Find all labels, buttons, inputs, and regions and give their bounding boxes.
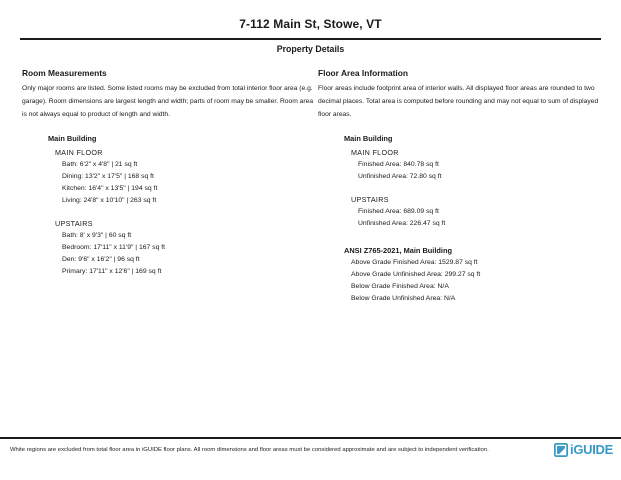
ansi-heading: ANSI Z765-2021, Main Building (344, 246, 453, 255)
area-line: Unfinished Area: 226.47 sq ft (358, 220, 446, 227)
room-line: Primary: 17'11" x 12'6" | 169 sq ft (62, 268, 162, 275)
floor-area-information-description: Floor areas include footprint area of interior walls. All displayed floor areas are rounded to two decimal places. Total area is computed before rounding and may not equal to sum of displayed floor areas. (318, 85, 599, 118)
floor-main-floor-areas (344, 148, 608, 183)
floor-name: UPSTAIRS (351, 195, 389, 204)
room-line: Bath: 8' x 9'3" | 60 sq ft (62, 232, 132, 239)
floor-area-information-heading: Floor Area Information (318, 68, 408, 78)
content-columns (0, 54, 621, 305)
ansi-line: Below Grade Finished Area: N/A (351, 283, 449, 290)
floor-name: MAIN FLOOR (55, 148, 103, 157)
room-measurements-section (22, 68, 318, 305)
room-line: Den: 9'6" x 16'2" | 96 sq ft (62, 256, 140, 263)
page-subtitle: Property Details (276, 44, 345, 54)
floor-upstairs-areas (344, 195, 608, 230)
ansi-section (344, 246, 608, 305)
room-measurements-description: Only major rooms are listed. Some listed rooms may be excluded from total interior floor area (e.g. garage). Room dimensions are largest length and width; parts of room may be smaller. Room area is not always equal to product of length and width. (22, 85, 314, 118)
floor-main-floor (48, 148, 318, 207)
room-line: Dining: 13'2" x 17'5" | 168 sq ft (62, 173, 154, 180)
ansi-line: Below Grade Unfinished Area: N/A (351, 295, 456, 302)
area-line: Finished Area: 689.09 sq ft (358, 208, 439, 215)
room-measurements-heading: Room Measurements (22, 68, 107, 78)
footer (0, 437, 621, 457)
area-line: Finished Area: 840.78 sq ft (358, 161, 439, 168)
floor-name: UPSTAIRS (55, 219, 93, 228)
ansi-line: Above Grade Finished Area: 1529.87 sq ft (351, 259, 478, 266)
header (0, 0, 621, 54)
floor-name: MAIN FLOOR (351, 148, 399, 157)
ansi-line: Above Grade Unfinished Area: 299.27 sq ft (351, 271, 481, 278)
room-line: Kitchen: 16'4" x 13'5" | 194 sq ft (62, 185, 158, 192)
room-measurements-building (48, 134, 318, 278)
iguide-logo-icon (554, 443, 568, 457)
page-title: 7-112 Main St, Stowe, VT (239, 17, 382, 31)
floor-upstairs (48, 219, 318, 278)
floor-area-information-section (318, 68, 608, 305)
building-name: Main Building (344, 134, 393, 143)
room-line: Living: 24'8" x 10'10" | 263 sq ft (62, 197, 157, 204)
footer-disclaimer: White regions are excluded from total floor area in iGUIDE floor plans. All room dimensions and floor areas must be considered approximate and are subject to independent verification. (10, 447, 489, 453)
header-divider (20, 38, 601, 40)
room-line: Bath: 6'2" x 4'8" | 21 sq ft (62, 161, 138, 168)
building-name: Main Building (48, 134, 97, 143)
room-line: Bedroom: 17'11" x 11'9" | 167 sq ft (62, 244, 166, 251)
iguide-logo-text: iGUIDE (570, 442, 613, 457)
area-line: Unfinished Area: 72.80 sq ft (358, 173, 442, 180)
floor-area-building (344, 134, 608, 230)
iguide-logo (554, 443, 613, 457)
